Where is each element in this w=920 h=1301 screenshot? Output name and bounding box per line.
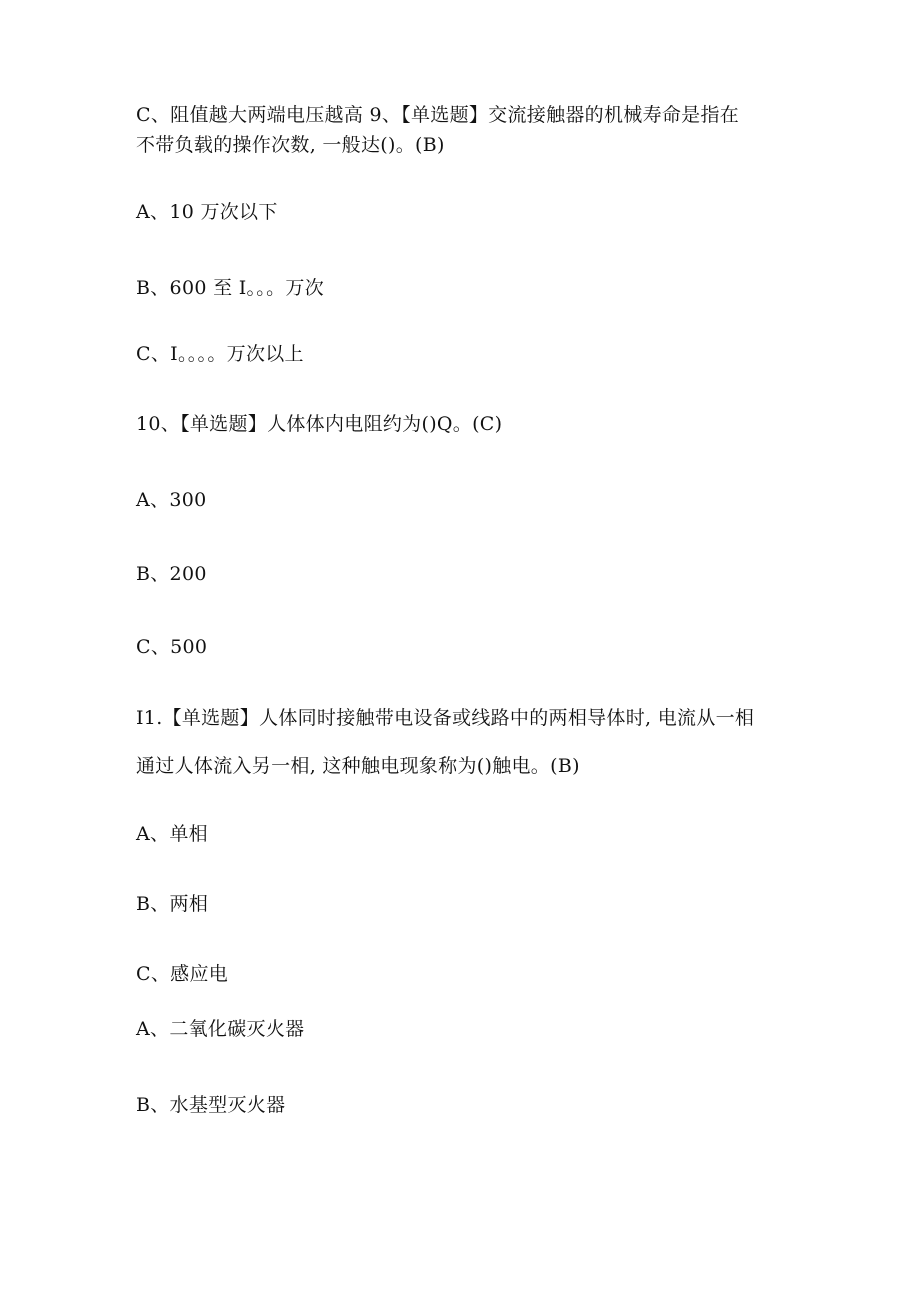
option-line: A、单相	[136, 823, 208, 845]
option-line: A、300	[136, 489, 207, 511]
option-line: B、两相	[136, 893, 209, 915]
option-line: C、感应电	[136, 963, 229, 985]
option-line: B、200	[136, 563, 207, 585]
option-line: B、水基型灭火器	[136, 1094, 286, 1116]
option-line: A、二氧化碳灭火器	[136, 1018, 305, 1040]
option-line: A、10 万次以下	[136, 201, 278, 223]
question-line: I1.【单选题】人体同时接触带电设备或线路中的两相导体时, 电流从一相	[136, 707, 755, 729]
question-line: 通过人体流入另一相, 这种触电现象称为()触电。(B)	[136, 755, 580, 777]
question-line: 10、【单选题】人体体内电阻约为()Q。(C)	[136, 413, 503, 435]
text-line-1: C、阻值越大两端电压越高 9、【单选题】交流接触器的机械寿命是指在	[136, 104, 740, 126]
option-line: C、I。。。。万次以上	[136, 343, 304, 365]
text-line-2: 不带负载的操作次数, 一般达()。(B)	[136, 134, 445, 156]
option-line: C、500	[136, 636, 208, 658]
option-line: B、600 至 I。。。万次	[136, 277, 325, 299]
